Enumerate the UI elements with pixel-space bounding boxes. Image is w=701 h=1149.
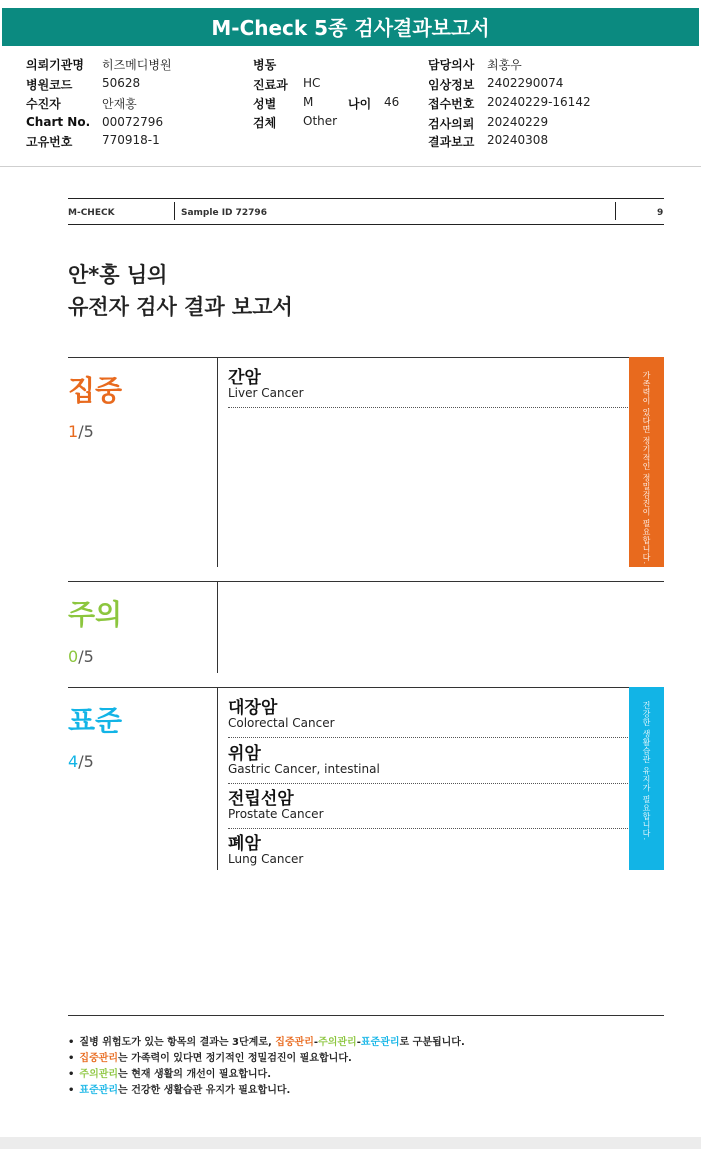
item-korean-name: 위암: [228, 744, 261, 764]
note-text: 는 현재 생활의 개선이 필요합니다.: [118, 1069, 272, 1080]
list-item: [228, 782, 628, 829]
note-text: 는 가족력이 있다면 정기적인 정밀검진이 필요합니다.: [118, 1053, 352, 1064]
note-dash: -: [356, 1037, 361, 1048]
count-value: 0: [68, 647, 79, 666]
section-count: [68, 647, 94, 666]
note-caution-term: 주의관리: [318, 1037, 357, 1048]
list-item: [228, 361, 628, 408]
hospital-value: 히즈메디병원: [102, 58, 172, 72]
hospital-label: 의뢰기관명: [26, 58, 84, 72]
header-separator: [174, 202, 175, 220]
chart-value: 00072796: [102, 115, 164, 129]
report-page: [0, 167, 701, 1137]
side-note-bar: 가족력이 있다면 정기적인 정밀검진이 필요합니다.: [629, 357, 664, 567]
page-header-bottom-rule: [68, 224, 664, 225]
sample-id: Sample ID 72796: [181, 208, 267, 218]
clinical-label: 임상정보: [428, 78, 475, 92]
section-focus: [68, 357, 664, 567]
note-standard-term: 표준관리: [79, 1085, 119, 1096]
notes-rule: [68, 1015, 664, 1016]
unique-id-label: 고유번호: [26, 135, 73, 149]
count-value: 4: [68, 752, 79, 771]
ward-label: 병동: [253, 58, 277, 72]
request-label: 검사의뢰: [428, 117, 475, 131]
clinical-value: 2402290074: [487, 76, 564, 90]
side-note-bar: 건강한 생활습관 유지가 필요합니다.: [629, 687, 664, 870]
section-caution: [68, 581, 664, 673]
doctor-value: 최홍우: [487, 58, 522, 72]
dept-label: 진료과: [253, 78, 288, 92]
note-line: • 주의관리는 현재 생활의 개선이 필요합니다.: [68, 1069, 272, 1080]
section-count: [68, 752, 94, 771]
patient-value: 안재홍: [102, 97, 137, 111]
note-line: • 표준관리는 건강한 생활습관 유지가 필요합니다.: [68, 1085, 291, 1096]
item-english-name: Liver Cancer: [228, 386, 304, 400]
note-focus-term: 집중관리: [79, 1053, 119, 1064]
count-total: /5: [78, 752, 94, 771]
sex-label: 성별: [253, 97, 277, 111]
count-total: /5: [78, 422, 94, 441]
report-title-line1: 안*홍 님의: [68, 263, 168, 287]
note-line: • 질병 위험도가 있는 항목의 결과는 3단계로, 집중관리-주의관리-표준관리로 구분됩니다.: [68, 1037, 465, 1048]
reception-value: 20240229-16142: [487, 95, 591, 109]
specimen-label: 검체: [253, 116, 277, 130]
report-header: [0, 0, 701, 167]
reception-label: 접수번호: [428, 97, 475, 111]
note-text: 는 건강한 생활습관 유지가 필요합니다.: [118, 1085, 291, 1096]
sex-value: M: [303, 95, 314, 109]
section-divider: [217, 687, 218, 870]
item-korean-name: 간암: [228, 368, 261, 388]
page-header-top-rule: [68, 198, 664, 199]
age-value: 46: [384, 95, 400, 109]
item-english-name: Colorectal Cancer: [228, 716, 335, 730]
code-value: 50628: [102, 76, 141, 90]
page-number: 9: [657, 208, 664, 218]
age-label: 나이: [348, 97, 372, 111]
request-value: 20240229: [487, 115, 549, 129]
section-standard: [68, 687, 664, 870]
item-korean-name: 폐암: [228, 834, 261, 854]
note-dash: -: [313, 1037, 319, 1048]
report-title-line2: 유전자 검사 결과 보고서: [68, 295, 293, 319]
note-line: • 집중관리는 가족력이 있다면 정기적인 정밀검진이 필요합니다.: [68, 1053, 352, 1064]
section-rule: [68, 581, 664, 582]
result-label: 결과보고: [428, 135, 475, 149]
specimen-value: Other: [303, 114, 338, 128]
doctor-label: 담당의사: [428, 58, 475, 72]
section-rule: [68, 687, 664, 688]
list-item: [228, 691, 628, 738]
list-item: [228, 737, 628, 784]
section-name: 집중: [68, 374, 123, 407]
item-korean-name: 대장암: [228, 698, 278, 718]
item-english-name: Gastric Cancer, intestinal: [228, 762, 380, 776]
patient-label: 수진자: [26, 97, 61, 111]
count-total: /5: [78, 647, 94, 666]
item-korean-name: 전립선암: [228, 789, 294, 809]
chart-label: Chart No.: [26, 115, 91, 129]
unique-id-value: 770918-1: [102, 133, 160, 147]
item-english-name: Prostate Cancer: [228, 807, 324, 821]
section-name: 주의: [68, 598, 123, 631]
dept-value: HC: [303, 76, 321, 90]
note-text: 로 구분됩니다.: [399, 1037, 465, 1048]
bottom-margin: [0, 1137, 701, 1149]
header-separator: [615, 202, 616, 220]
report-title-bar: M-Check 5종 검사결과보고서: [2, 8, 699, 46]
code-label: 병원코드: [26, 78, 73, 92]
result-value: 20240308: [487, 133, 549, 147]
note-focus-term: 집중관리: [275, 1037, 314, 1048]
section-divider: [217, 357, 218, 567]
item-english-name: Lung Cancer: [228, 852, 304, 866]
section-name: 표준: [68, 704, 123, 737]
brand-label: M-CHECK: [68, 208, 115, 218]
note-text: 질병 위험도가 있는 항목의 결과는 3단계로,: [79, 1037, 276, 1048]
section-rule: [68, 357, 664, 358]
section-divider: [217, 581, 218, 673]
note-caution-term: 주의관리: [79, 1069, 119, 1080]
section-count: [68, 422, 94, 441]
list-item: [228, 827, 628, 873]
note-standard-term: 표준관리: [360, 1037, 400, 1048]
count-value: 1: [68, 422, 79, 441]
